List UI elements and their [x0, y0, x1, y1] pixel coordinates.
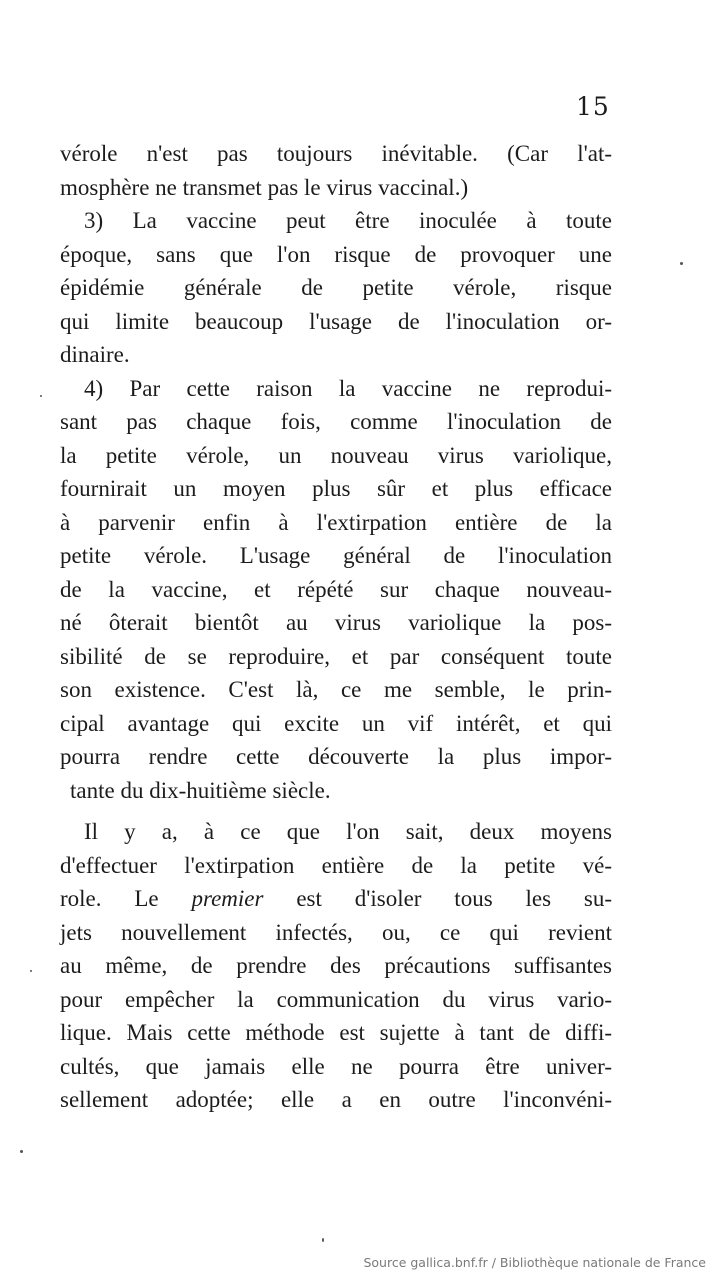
text-line: pour empêcher la communication du virus vario- [60, 986, 612, 1012]
scan-speck [680, 262, 683, 265]
scan-speck [40, 395, 42, 397]
text-line: d'effectuer l'extirpation entière de la petite vé- [60, 852, 612, 878]
text-line: à parvenir enfin à l'extirpation entière de la [60, 509, 612, 535]
emphasized-word: premier [191, 886, 264, 911]
text-line: jets nouvellement infectés, ou, ce qui revient [60, 919, 612, 945]
text-line: sant pas chaque fois, comme l'inoculation de [60, 409, 612, 434]
text-line: cipal avantage qui excite un vif intérêt, et qui [60, 710, 612, 736]
text-line: la petite vérole, un nouveau virus variolique, [60, 442, 612, 468]
page-number: 15 [576, 92, 610, 121]
text-line: mosphère ne transmet pas le virus vaccinal.) [60, 174, 469, 200]
text-line: qui limite beaucoup l'usage de l'inoculation or- [60, 308, 612, 334]
text-line: Il y a, à ce que l'on sait, deux moyens [84, 819, 612, 844]
text-line: de la vaccine, et répété sur chaque nouveau- [60, 576, 612, 602]
text-line: au même, de prendre des précautions suffisantes [60, 953, 612, 978]
text-line-with-emphasis [60, 882, 612, 916]
text-line: né ôterait bientôt au virus variolique la pos- [60, 610, 612, 635]
body-text [60, 137, 612, 1117]
text-line: époque, sans que l'on risque de provoquer une [60, 241, 612, 267]
text-line: fournirait un moyen plus sûr et plus efficace [60, 476, 612, 501]
text-line: vérole n'est pas toujours inévitable. (Car l'at- [60, 141, 612, 166]
text-fragment: est d'isoler tous les su- [296, 886, 613, 911]
text-line: son existence. C'est là, ce me semble, le prin- [60, 677, 612, 702]
text-line: lique. Mais cette méthode est sujette à tant de diffi- [60, 1020, 612, 1045]
text-line: dinaire. [60, 342, 130, 367]
text-line: cultés, que jamais elle ne pourra être univer- [60, 1053, 612, 1079]
paragraph-gap [60, 807, 612, 815]
text-line: sibilité de se reproduire, et par conséquent toute [60, 643, 612, 669]
text-line: pourra rendre cette découverte la plus impor- [60, 744, 612, 769]
text-line: petite vérole. L'usage général de l'inoculation [60, 543, 612, 568]
scan-speck [30, 970, 32, 972]
text-line: 4) Par cette raison la vaccine ne reprodui- [84, 375, 612, 401]
text-line: sellement adoptée; elle a en outre l'inconvéni- [60, 1087, 612, 1112]
source-credit: Source gallica.bnf.fr / Bibliothèque nationale de France [363, 1255, 706, 1270]
scan-speck [322, 1238, 324, 1242]
scan-speck [20, 1150, 23, 1153]
text-line: 3) La vaccine peut être inoculée à toute [84, 208, 612, 233]
text-line: épidémie générale de petite vérole, risque [60, 275, 612, 300]
text-fragment: role. Le [60, 886, 159, 911]
text-line: tante du dix-huitième siècle. [70, 777, 331, 803]
